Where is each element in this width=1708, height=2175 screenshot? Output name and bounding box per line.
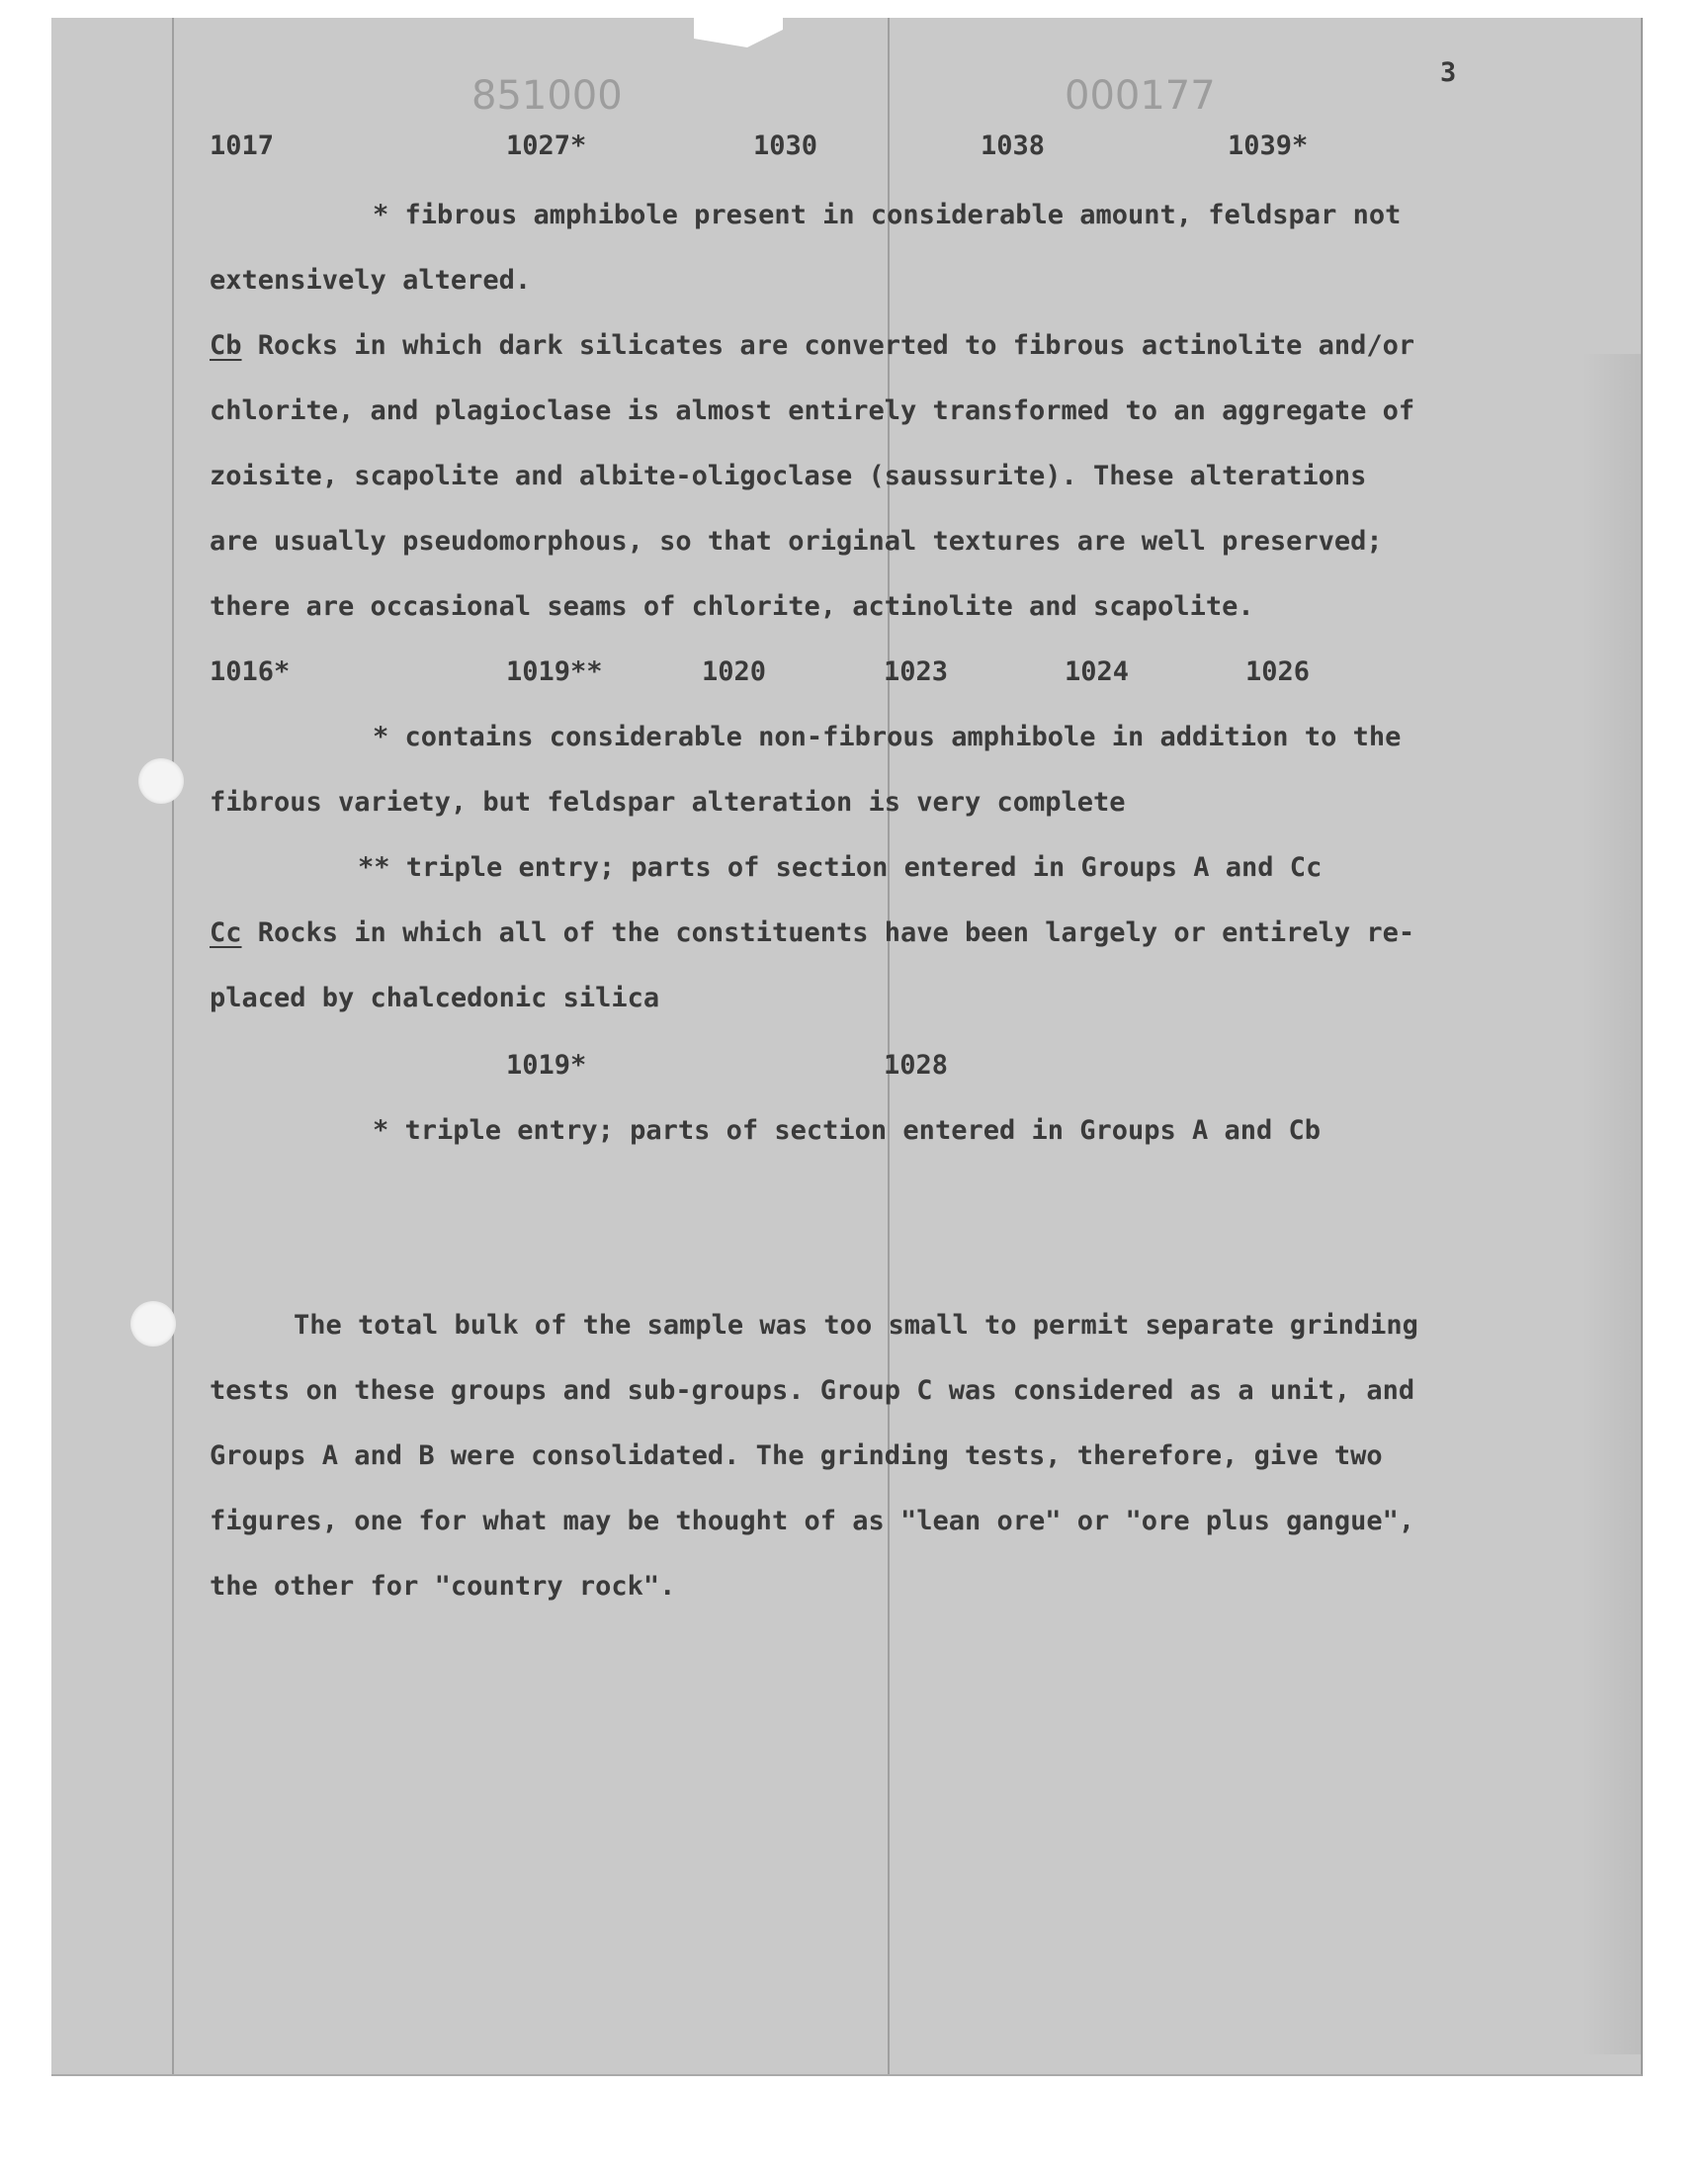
stamp-number-right: 000177: [1065, 73, 1216, 119]
stamp-number-left: 851000: [471, 73, 623, 119]
sample-number: 1016*: [210, 656, 291, 687]
group-cc-line: [210, 917, 1414, 948]
paragraph-line: The total bulk of the sample was too small to permit separate grinding: [294, 1310, 1418, 1341]
fold-line-left: [172, 18, 174, 2074]
footnote-line: * fibrous amphibole present in considerable amount, feldspar not: [373, 200, 1402, 230]
fold-line-center: [888, 18, 890, 2074]
sample-number: 1026: [1245, 656, 1311, 687]
paragraph-line: tests on these groups and sub-groups. Group C was considered as a unit, and: [210, 1375, 1415, 1406]
paragraph-line: figures, one for what may be thought of as "lean ore" or "ore plus gangue",: [210, 1506, 1415, 1536]
page-shadow: [1581, 354, 1641, 2054]
sample-number: 1019*: [506, 1050, 587, 1081]
group-cc-line: placed by chalcedonic silica: [210, 983, 660, 1013]
torn-corner: [694, 18, 783, 47]
footnote-line: extensively altered.: [210, 265, 532, 296]
group-cb-label: Cb: [210, 330, 242, 361]
group-cb-line: zoisite, scapolite and albite-oligoclase (saussurite). These alterations: [210, 461, 1367, 491]
sample-number: 1019**: [506, 656, 603, 687]
page-number: 3: [1440, 57, 1457, 88]
group-cb-line: [210, 330, 1414, 361]
footnote-line: * triple entry; parts of section entered in Groups A and Cb: [373, 1115, 1322, 1146]
group-cc-text: Rocks in which all of the constituents have been largely or entirely re-: [241, 917, 1415, 948]
paragraph-line: the other for "country rock".: [210, 1571, 676, 1602]
paragraph-line: Groups A and B were consolidated. The grinding tests, therefore, give two: [210, 1440, 1383, 1471]
document-page: [51, 18, 1643, 2076]
sample-number: 1028: [884, 1050, 949, 1081]
sample-number: 1027*: [506, 130, 587, 161]
footnote-line: * contains considerable non-fibrous amphibole in addition to the: [373, 722, 1402, 752]
sample-number: 1038: [981, 130, 1046, 161]
sample-number: 1039*: [1228, 130, 1309, 161]
group-cb-line: are usually pseudomorphous, so that original textures are well preserved;: [210, 526, 1383, 557]
group-cc-label: Cc: [210, 917, 242, 948]
sample-number: 1020: [702, 656, 767, 687]
punch-hole-bottom: [130, 1301, 176, 1347]
sample-number: 1023: [884, 656, 949, 687]
sample-number: 1024: [1065, 656, 1130, 687]
sample-number: 1017: [210, 130, 275, 161]
punch-hole-top: [138, 758, 184, 804]
group-cb-line: there are occasional seams of chlorite, actinolite and scapolite.: [210, 591, 1254, 622]
group-cb-text: Rocks in which dark silicates are converted to fibrous actinolite and/or: [241, 330, 1415, 361]
group-cb-line: chlorite, and plagioclase is almost entirely transformed to an aggregate of: [210, 395, 1415, 426]
sample-number: 1030: [753, 130, 818, 161]
footnote-line: fibrous variety, but feldspar alteration is very complete: [210, 787, 1126, 818]
footnote-line: ** triple entry; parts of section entered in Groups A and Cc: [358, 852, 1323, 883]
